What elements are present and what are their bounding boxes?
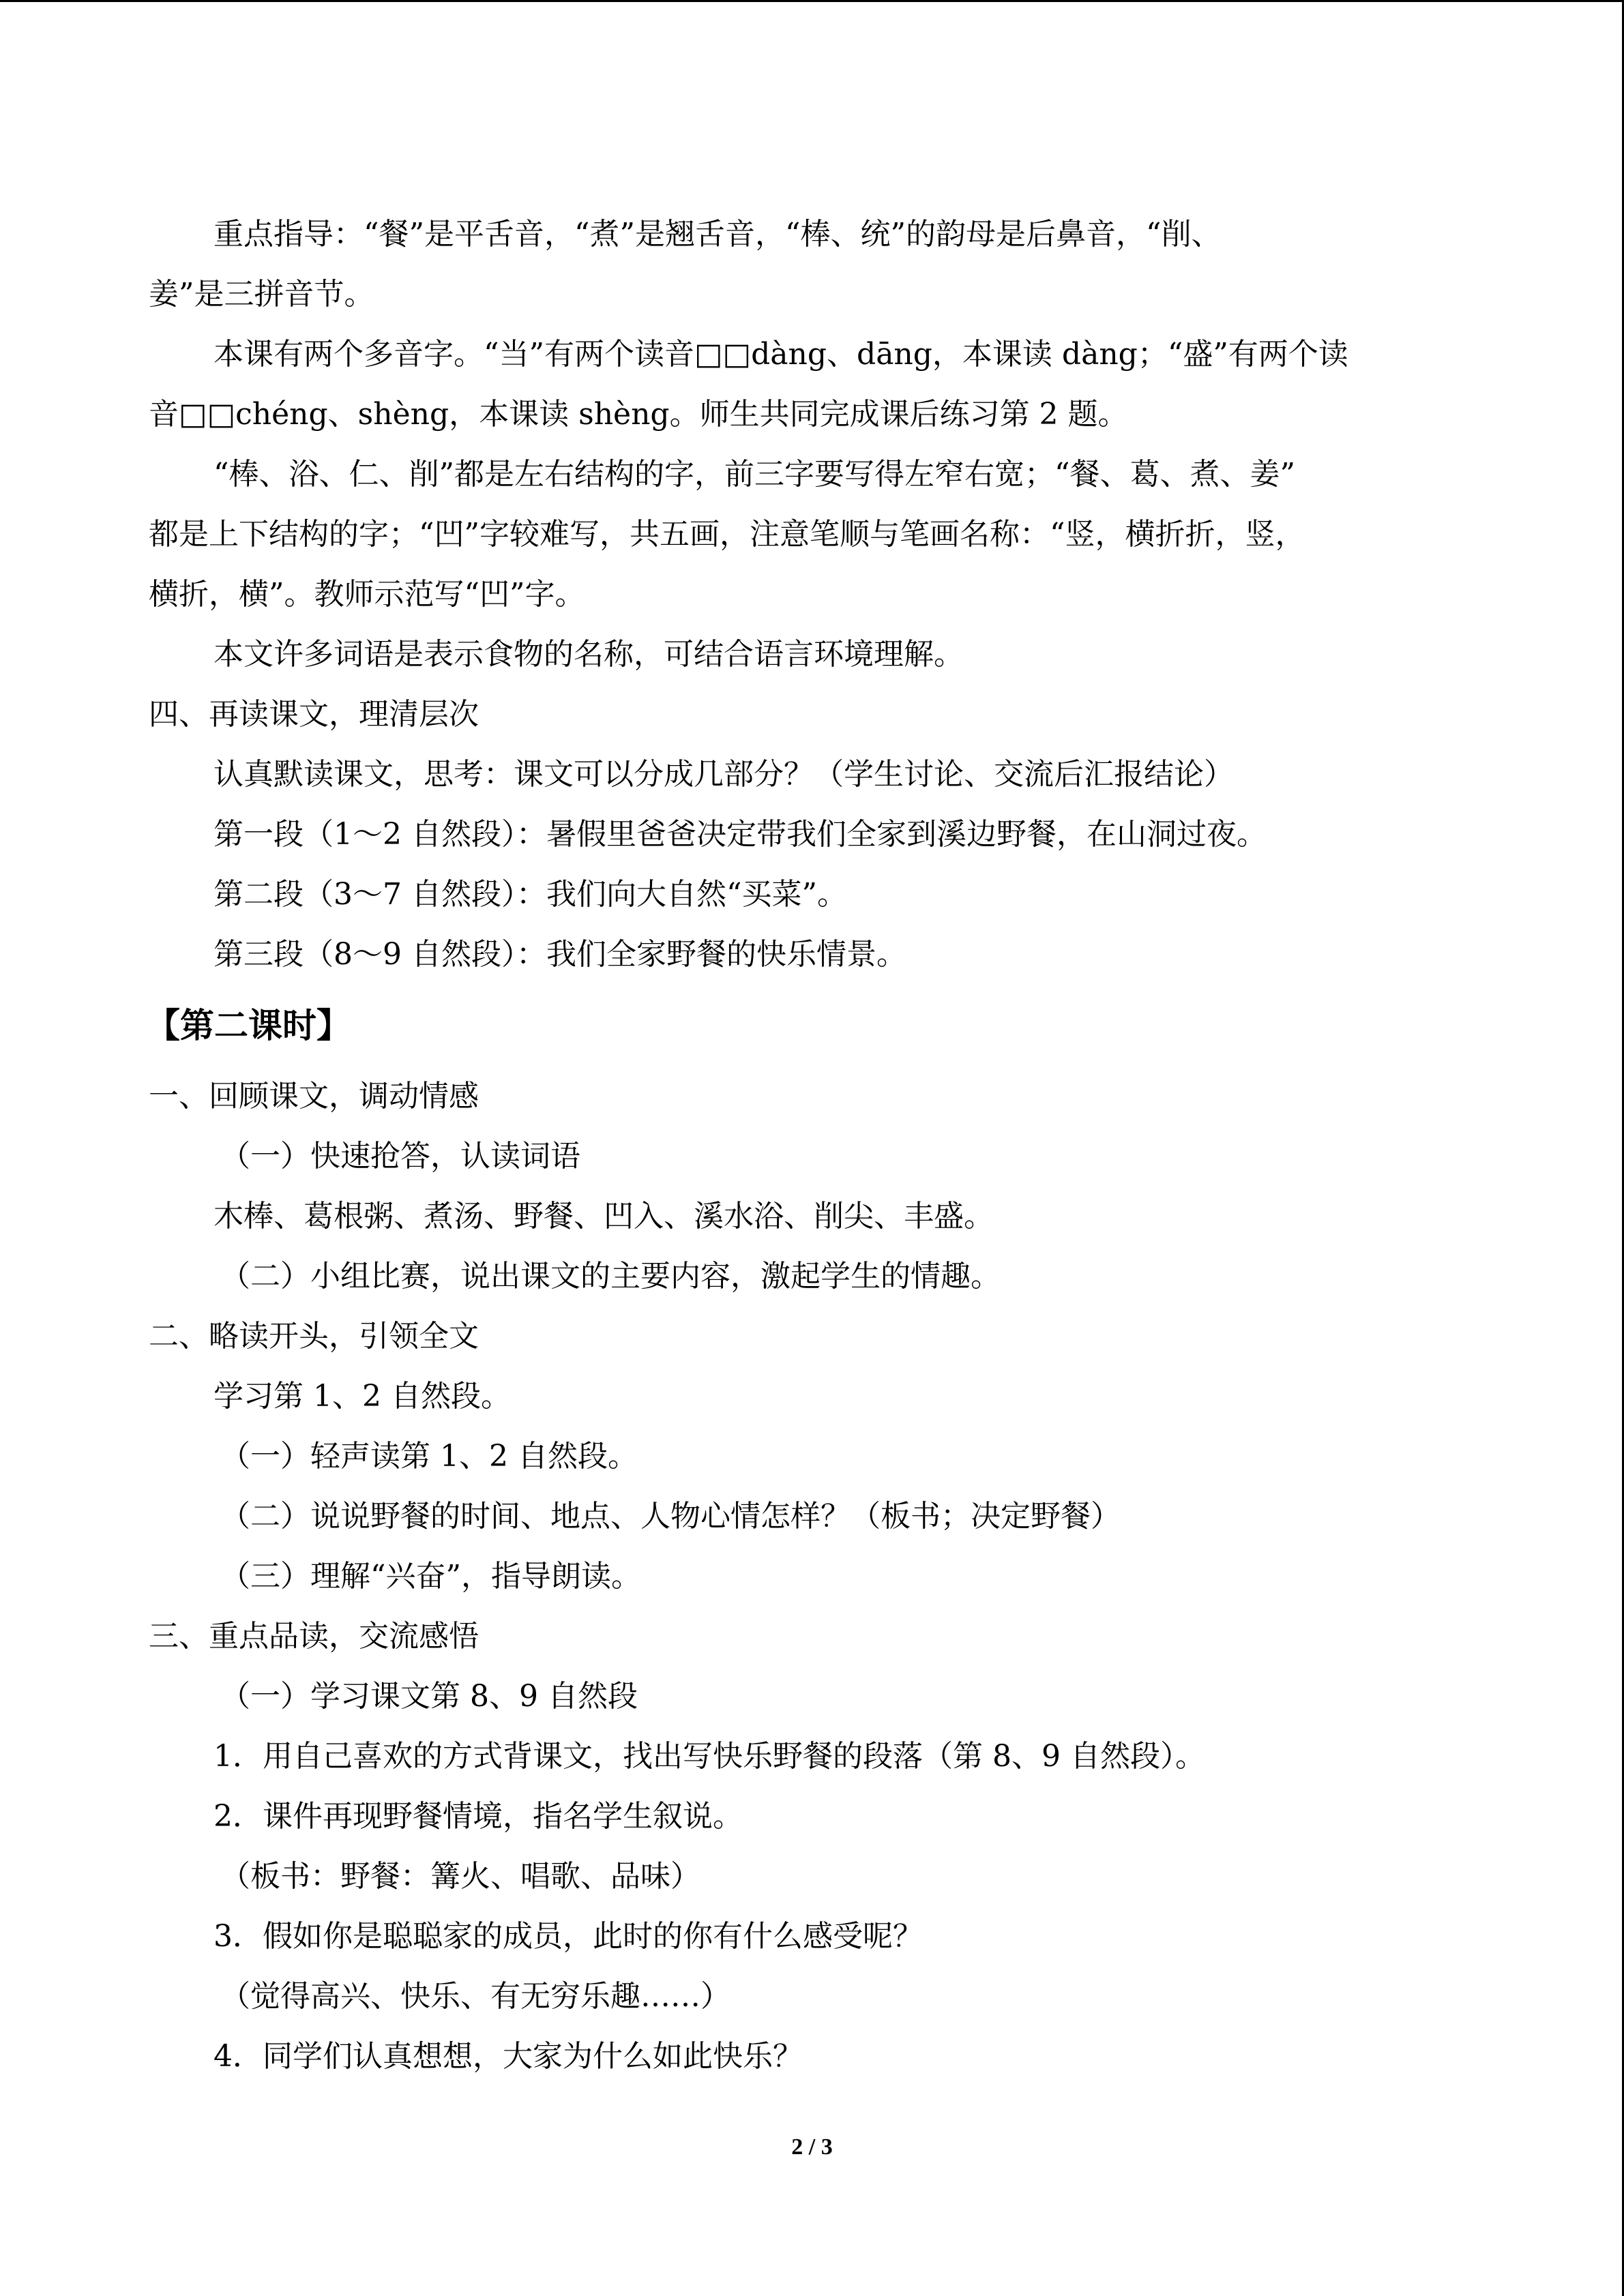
answer-note: （觉得高兴、快乐、有无穷乐趣……） (220, 1979, 730, 2014)
paragraph-line: 本课有两个多音字。“当”有两个读音□□dàng、dāng，本课读 dàng；“盛”有两个读 (213, 337, 1348, 372)
page-number: 2 / 3 (791, 2134, 833, 2160)
paragraph-line: 本文许多词语是表示食物的名称，可结合语言环境理解。 (213, 637, 964, 672)
paragraph-line: “棒、浴、仁、削”都是左右结构的字，前三字要写得左窄右宽；“餐、葛、煮、姜” (213, 457, 1295, 492)
paragraph-line: 横折，横”。教师示范写“凹”字。 (149, 577, 585, 612)
page-border-top (0, 0, 1624, 2)
subsection-heading: （一）学习课文第 8、9 自然段 (220, 1679, 638, 1714)
paragraph-line: 重点指导：“餐”是平舌音，“煮”是翘舌音，“棒、统”的韵母是后鼻音，“削、 (213, 217, 1222, 252)
list-item: 3．假如你是聪聪家的成员，此时的你有什么感受呢？ (213, 1919, 923, 1954)
paragraph-line: 姜”是三拼音节。 (149, 277, 374, 312)
paragraph-line: 学习第 1、2 自然段。 (213, 1379, 511, 1414)
document-body (146, 205, 1465, 2087)
blackboard-note: （板书：野餐：篝火、唱歌、品味） (220, 1859, 700, 1894)
subsection-heading: （二）小组比赛，说出课文的主要内容，激起学生的情趣。 (220, 1259, 1001, 1294)
list-item: 1．用自己喜欢的方式背课文，找出写快乐野餐的段落（第 8、9 自然段）。 (213, 1739, 1205, 1774)
subsection-heading: （三）理解“兴奋”，指导朗读。 (220, 1559, 641, 1594)
paragraph-line: 第一段（1～2 自然段）：暑假里爸爸决定带我们全家到溪边野餐，在山洞过夜。 (213, 817, 1267, 852)
list-item: 4．同学们认真想想，大家为什么如此快乐？ (213, 2039, 803, 2074)
paragraph-line: 第三段（8～9 自然段）：我们全家野餐的快乐情景。 (213, 937, 906, 972)
section-heading: 二、略读开头，引领全文 (149, 1319, 479, 1354)
subsection-heading: （二）说说野餐的时间、地点、人物心情怎样？（板书；决定野餐） (220, 1499, 1121, 1534)
subsection-heading: （一）快速抢答，认读词语 (220, 1139, 580, 1174)
paragraph-line: 音□□chéng、shèng，本课读 shèng。师生共同完成课后练习第 2 题。 (149, 397, 1128, 432)
paragraph-line: 都是上下结构的字；“凹”字较难写，共五画，注意笔顺与笔画名称：“竖，横折折，竖， (149, 517, 1305, 552)
lesson-heading: 【第二课时】 (146, 1005, 351, 1045)
subsection-heading: （一）轻声读第 1、2 自然段。 (220, 1439, 638, 1474)
paragraph-line: 认真默读课文，思考：课文可以分成几部分？（学生讨论、交流后汇报结论） (213, 757, 1234, 792)
list-item: 2．课件再现野餐情境，指名学生叙说。 (213, 1799, 743, 1834)
section-heading: 四、再读课文，理清层次 (149, 697, 479, 732)
section-heading: 一、回顾课文，调动情感 (149, 1079, 479, 1114)
section-heading: 三、重点品读，交流感悟 (149, 1619, 479, 1654)
paragraph-line: 木棒、葛根粥、煮汤、野餐、凹入、溪水浴、削尖、丰盛。 (213, 1199, 994, 1234)
paragraph-line: 第二段（3～7 自然段）：我们向大自然“买菜”。 (213, 877, 847, 912)
